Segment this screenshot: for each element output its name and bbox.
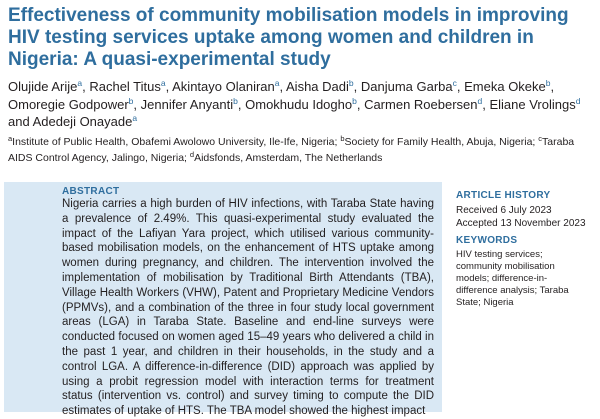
affiliation-marker: a	[274, 78, 280, 88]
keyword-line: State; Nigeria	[456, 297, 514, 308]
affiliation-marker: d	[477, 95, 483, 106]
author-name-text: Adedeji Onayade	[32, 114, 133, 129]
keyword-line: difference analysis; Taraba	[456, 285, 569, 296]
author-name	[245, 97, 357, 112]
author-name-text: Omokhudu Idogho	[245, 96, 353, 112]
author-name-text: Rachel Titus	[89, 79, 161, 94]
author-name	[8, 97, 133, 112]
article-history	[456, 189, 596, 230]
affiliation-text: Institute of Public Health, Obafemi Awolowo University, Ile-Ife, Nigeria;	[12, 136, 341, 148]
author-name	[361, 79, 457, 94]
keyword-line: models; difference-in-	[456, 273, 548, 284]
author-name	[464, 79, 550, 94]
keywords-heading: KEYWORDS	[456, 235, 518, 246]
received-date: Received 6 July 2023	[456, 205, 552, 216]
affiliation-marker: a	[132, 113, 138, 123]
affiliation-key: c	[538, 134, 543, 143]
author-name-text: Olujide Arije	[8, 79, 78, 94]
author-name-text: Jennifer Anyanti	[140, 96, 234, 112]
author-name-text: Akintayo Olaniran	[172, 79, 275, 94]
affiliation-list	[8, 134, 593, 166]
author-name	[141, 97, 238, 112]
keywords-block	[456, 235, 596, 309]
author-name-text: Carmen Roebersen	[364, 96, 478, 112]
affiliation-marker: d	[575, 95, 581, 106]
author-name-text: Aisha Dadi	[286, 79, 349, 94]
abstract-text: Nigeria carries a high burden of HIV infections, with Taraba State having a prevalence of 2.49%. This quasi-experimental study evaluated the impact of the Lafiyan Yara project, which utilised various community-based mobilisation models, on the enhancement of HTS uptake among women during pregnancy, and children. The intervention involved the implementation of mobilisation by Traditional Birth Attendants (TBA), Village Health Workers (VHW), Patent and Proprietary Medicine Vendors (PPMVs), and a combination of the three in four study local government areas (LGA) in Taraba State. Baseline and end-line surveys were conducted focused on women aged 15–49 years who delivered a child in the past 1 year, and children in their households, in the study and a control LGA. A difference-in-difference (DID) approach was applied by using a probit regression model with interaction terms for treatment status (intervention vs. control) and survey timing to compute the DID estimates of uptake of HTS. The TBA model showed the highest impact	[62, 198, 434, 418]
author-name	[286, 79, 354, 94]
author-name	[33, 114, 137, 129]
affiliation-marker: b	[545, 78, 551, 88]
author-name-text: Emeka Okeke	[464, 79, 546, 94]
affiliation-key: a	[8, 134, 13, 143]
author-name	[489, 97, 580, 112]
author-name-text: Omoregie Godpower	[8, 96, 129, 112]
affiliation-marker: b	[348, 78, 354, 88]
keyword-line: community mobilisation	[456, 261, 555, 272]
affiliation-marker: b	[128, 95, 134, 106]
author-name	[89, 79, 165, 94]
affiliation-text: Society for Family Health, Abuja, Nigeria;	[344, 136, 539, 148]
affiliation-marker: b	[352, 95, 357, 106]
author-name	[364, 97, 482, 112]
author-name-text: Danjuma Garba	[360, 79, 453, 94]
affiliation-text: Aidsfonds, Amsterdam, The Netherlands	[194, 152, 383, 164]
abstract-heading: ABSTRACT	[62, 186, 120, 197]
affiliation-marker: c	[452, 78, 457, 88]
author-list: Olujide Arije$^a$, Rachel Titus$^a$, Akintayo Olaniran$^a$, Aisha Dadi$^b$, Danjuma Garba$^c$, Emeka Okeke$^b$, Omoregie Godpower$^b$, Jennifer Anyanti$^b$, Omokhudu Idogho$^b$, Carmen Roebersen$^d$, Eliane Vrolings$^d$ and Adedeji Onayade$^a$	[8, 78, 581, 129]
affiliation-key: b	[340, 134, 345, 143]
accepted-date: Accepted 13 November 2023	[456, 218, 586, 229]
affiliation-marker: a	[77, 78, 83, 88]
affiliation-key: d	[189, 150, 195, 159]
affiliation-marker: b	[233, 95, 238, 106]
author-name	[172, 79, 279, 94]
affiliation-marker: a	[160, 78, 166, 88]
affiliation-text: Taraba AIDS Control Agency, Jalingo, Nigeria;	[8, 136, 575, 164]
article-title: Effectiveness of community mobilisation models in improving HIV testing services uptake among women and children in Nigeria: A quasi-experimental study	[8, 5, 569, 70]
author-name-text: Eliane Vrolings	[489, 96, 576, 112]
article-history-heading: ARTICLE HISTORY	[456, 190, 551, 201]
keyword-line: HIV testing services;	[456, 249, 543, 260]
author-name	[8, 79, 82, 94]
